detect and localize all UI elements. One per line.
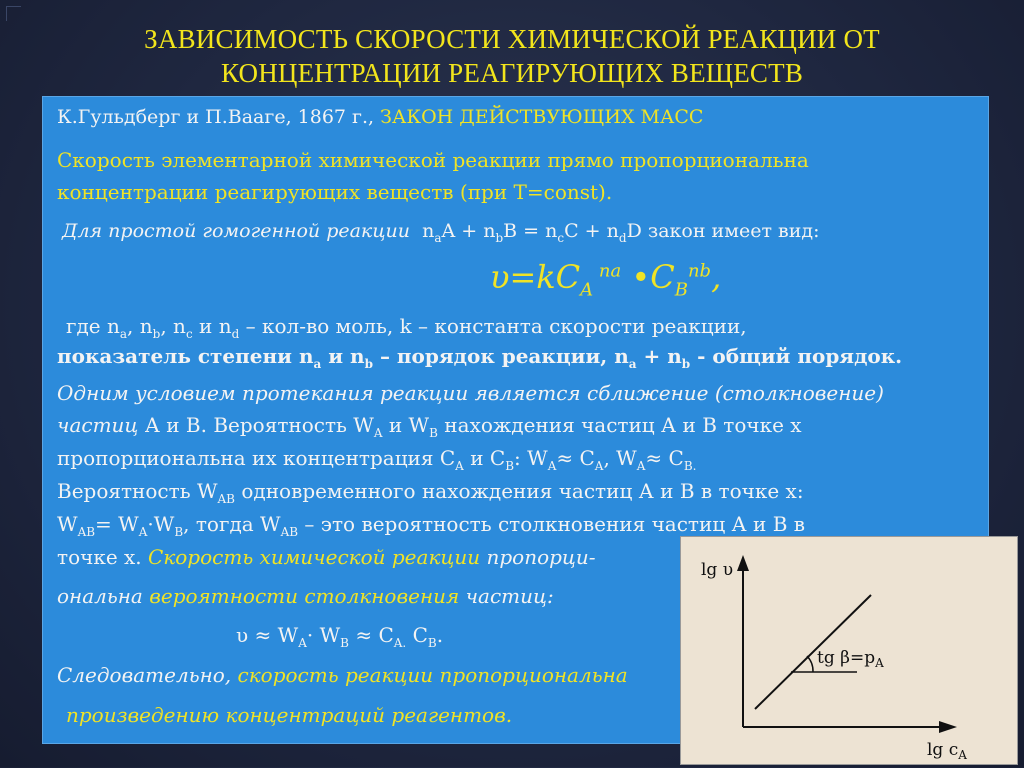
authors-line: [57, 106, 703, 128]
law-name: ЗАКОН ДЕЙСТВУЮЩИХ МАСС: [380, 106, 704, 128]
order-tail: - общий порядок.: [690, 344, 903, 368]
homogeneous-line: [62, 220, 820, 245]
cond-7a: ональна: [57, 584, 150, 608]
cond-3e: , W: [603, 446, 637, 470]
reaction-equation: $n_aA + n_bB = n_cC + n_dD$ закон имеет вид:: [410, 220, 820, 245]
slope-annotation: tg $\beta=p_A$: [817, 648, 884, 670]
formula-sub-b: B: [674, 279, 688, 301]
statement-line-1: Скорость элементарной химической реакции прямо пропорциональна: [57, 148, 809, 172]
conclusion-line-1: [57, 663, 628, 687]
where-rest: – кол-во моль, k – константа скорости реакции,: [239, 314, 747, 338]
order-line: показатель степени $n_a$ и $n_b$ – порядок реакции, $n_a + n_b$ - общий порядок.: [57, 344, 903, 371]
prop-a: υ ≈ W: [236, 623, 299, 647]
homogeneous-intro: Для простой гомогенной реакции: [62, 220, 411, 242]
cond-2a: частиц: [57, 413, 139, 437]
cond-7b: вероятности столкновения: [149, 584, 460, 608]
cond-2b: А и В. Вероятность W: [138, 413, 374, 437]
formula-sup-na: na: [593, 260, 622, 282]
formula-dot: •C: [621, 258, 675, 296]
slide-title: [40, 22, 984, 90]
cond-5a: W: [57, 512, 78, 536]
concl-1b: скорость реакции пропорциональна: [237, 663, 628, 687]
prop-d: С: [406, 623, 428, 647]
cond-7c: частиц:: [459, 584, 554, 608]
prop-b: · W: [306, 623, 341, 647]
cond-6c: пропорци-: [480, 545, 596, 569]
condition-line-7: [57, 584, 554, 608]
cond-2c: и W: [382, 413, 430, 437]
corner-decoration-tl: [6, 6, 21, 21]
formula-main: υ=kC: [490, 258, 581, 296]
x-axis-label: $\lg c_A$: [927, 740, 967, 762]
lg-rate-vs-lg-concentration-chart: [680, 536, 1018, 765]
formula-sup-nb: nb: [687, 260, 712, 282]
cond-3a: пропорциональна их концентрация С: [57, 446, 456, 470]
where-text: где n: [66, 314, 120, 338]
cond-2d: нахождения частиц А и В точке х: [437, 413, 802, 437]
authors-text: К.Гульдберг и П.Вааге, 1867 г.,: [57, 106, 381, 128]
cond-6b: Скорость химической реакции: [148, 545, 481, 569]
condition-line-5: $W_{AB}= W_A\cdot W_B$, тогда $W_{AB}$ – это вероятность столкновения частиц А и В в: [57, 512, 806, 539]
cond-5d: , тогда W: [183, 512, 281, 536]
formula-tail: ,: [711, 258, 722, 296]
condition-line-6: [57, 545, 596, 569]
chart-svg: [681, 537, 1017, 764]
proportional-formula: $\upsilon \approx W_A\cdot W_B \approx С_{A.}$ $С_B$.: [236, 623, 444, 650]
cond-4a: Вероятность W: [57, 479, 218, 503]
title-line-2: КОНЦЕНТРАЦИИ РЕАГИРУЮЩИХ ВЕЩЕСТВ: [220, 58, 804, 88]
cond-4b: одновременного нахождения частиц А и В в точке х:: [234, 479, 804, 503]
cond-3c: : W: [514, 446, 548, 470]
cond-3f: ≈ С: [645, 446, 684, 470]
rate-law-formula: [490, 258, 721, 300]
y-axis-arrow: [737, 555, 749, 571]
cond-5c: ·W: [147, 512, 175, 536]
condition-line-3: пропорциональна их концентрация $С_A$ и $С_B$: $W_A\approx С_A$, $W_A\approx С_{B.}$: [57, 446, 697, 473]
cond-5e: – это вероятность столкновения частиц А и В в: [298, 512, 806, 536]
cond-3b: и С: [463, 446, 506, 470]
cond-3d: ≈ С: [556, 446, 595, 470]
order-rest: – порядок реакции, n: [372, 344, 629, 368]
where-line: где $n_a$, $n_b$, $n_c$ и $n_d - кол-во$ моль, k – константа скорости реакции,: [66, 314, 747, 341]
order-text: показатель степени n: [57, 344, 314, 368]
formula-sub-a: A: [580, 279, 594, 301]
conclusion-line-2: произведению концентраций реагентов.: [66, 703, 513, 727]
condition-line-1: Одним условием протекания реакции является сближение (столкновение): [57, 381, 884, 405]
concl-1a: Следовательно,: [57, 663, 238, 687]
statement-line-2: концентрации реагирующих веществ (при T=const).: [57, 180, 613, 204]
title-line-1: ЗАВИСИМОСТЬ СКОРОСТИ ХИМИЧЕСКОЙ РЕАКЦИИ ОТ: [144, 24, 880, 54]
y-axis-label: lg υ: [701, 560, 734, 580]
condition-line-4: Вероятность $W_{AB}$ одновременного нахождения частиц А и В в точке х:: [57, 479, 804, 506]
condition-line-2: частиц А и В. Вероятность $W_A$ и $W_B$ нахождения частиц А и В точке х: [57, 413, 802, 440]
cond-5b: = W: [95, 512, 139, 536]
cond-6a: точке х.: [57, 545, 149, 569]
prop-c: ≈ С: [348, 623, 394, 647]
x-axis-arrow: [939, 721, 957, 733]
